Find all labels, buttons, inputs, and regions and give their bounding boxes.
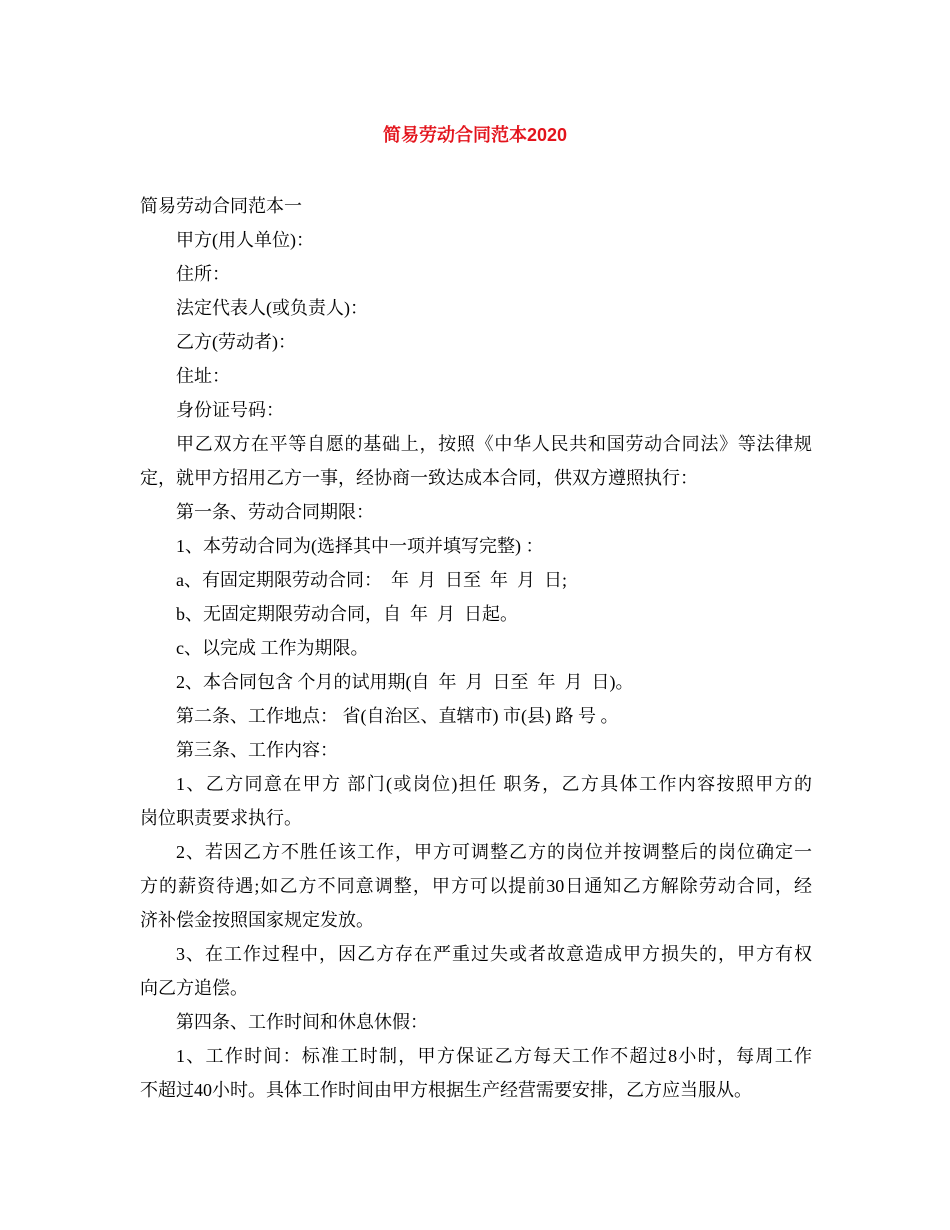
article-heading: 第一条、劳动合同期限：: [176, 502, 374, 522]
article-heading: 第三条、工作内容：: [176, 740, 338, 760]
document-subtitle: 简易劳动合同范本一: [140, 196, 302, 216]
preamble-paragraph: [140, 427, 812, 495]
clause-paragraph: [140, 1039, 812, 1107]
id-number-label: 身份证号码：: [176, 400, 284, 420]
clause-line: a、有固定期限劳动合同： 年 月 日至 年 月 日;: [176, 570, 567, 590]
article-working-hours: [140, 1005, 812, 1107]
clause-line: 1、乙方同意在甲方 部门(或岗位)担任 职务，乙方具体工作内容按照甲方的: [176, 774, 812, 794]
clause-line: 方的薪资待遇;如乙方不同意调整，甲方可以提前30日通知乙方解除劳动合同，经: [140, 876, 812, 896]
clause-line: 向乙方追偿。: [140, 978, 248, 998]
clause-paragraph: [140, 835, 812, 937]
clause-line: 1、工作时间：标准工时制，甲方保证乙方每天工作不超过8小时，每周工作: [176, 1046, 812, 1066]
clause-line: b、无固定期限劳动合同，自 年 月 日起。: [176, 604, 518, 624]
party-b-label: 乙方(劳动者)：: [176, 332, 296, 352]
party-b-address-label: 住址：: [176, 366, 230, 386]
clause-paragraph: [140, 767, 812, 835]
article-heading: 第四条、工作时间和休息休假：: [176, 1012, 428, 1032]
clause-line: c、以完成 工作为期限。: [176, 638, 369, 658]
clause-line: 3、在工作过程中，因乙方存在严重过失或者故意造成甲方损失的，甲方有权: [176, 944, 812, 964]
clause-line: 岗位职责要求执行。: [140, 808, 302, 828]
party-a-label: 甲方(用人单位)：: [176, 230, 314, 250]
paragraph-line: 定，就甲方招用乙方一事，经协商一致达成本合同，供双方遵照执行：: [140, 468, 698, 488]
legal-representative-label: 法定代表人(或负责人)：: [176, 298, 368, 318]
clause-line: 2、本合同包含 个月的试用期(自 年 月 日至 年 月 日)。: [176, 672, 634, 692]
document-body: [140, 189, 812, 1107]
article-term: [140, 495, 812, 699]
paragraph-line: 甲乙双方在平等自愿的基础上，按照《中华人民共和国劳动合同法》等法律规: [176, 434, 812, 454]
party-a-address-label: 住所：: [176, 264, 230, 284]
clause-line: 1、本劳动合同为(选择其中一项并填写完整) ：: [176, 536, 544, 556]
article-heading: 第二条、工作地点： 省(自治区、直辖市) 市(县) 路 号 。: [176, 706, 619, 726]
article-work-location: [140, 699, 812, 733]
party-info-block: [140, 223, 812, 427]
clause-line: 济补偿金按照国家规定发放。: [140, 910, 374, 930]
clause-line: 2、若因乙方不胜任该工作，甲方可调整乙方的岗位并按调整后的岗位确定一: [176, 842, 812, 862]
clause-line: 不超过40小时。具体工作时间由甲方根据生产经营需要安排，乙方应当服从。: [140, 1080, 752, 1100]
document-title: 简易劳动合同范本2020: [382, 125, 568, 145]
clause-paragraph: [140, 937, 812, 1005]
article-work-content: [140, 733, 812, 1005]
